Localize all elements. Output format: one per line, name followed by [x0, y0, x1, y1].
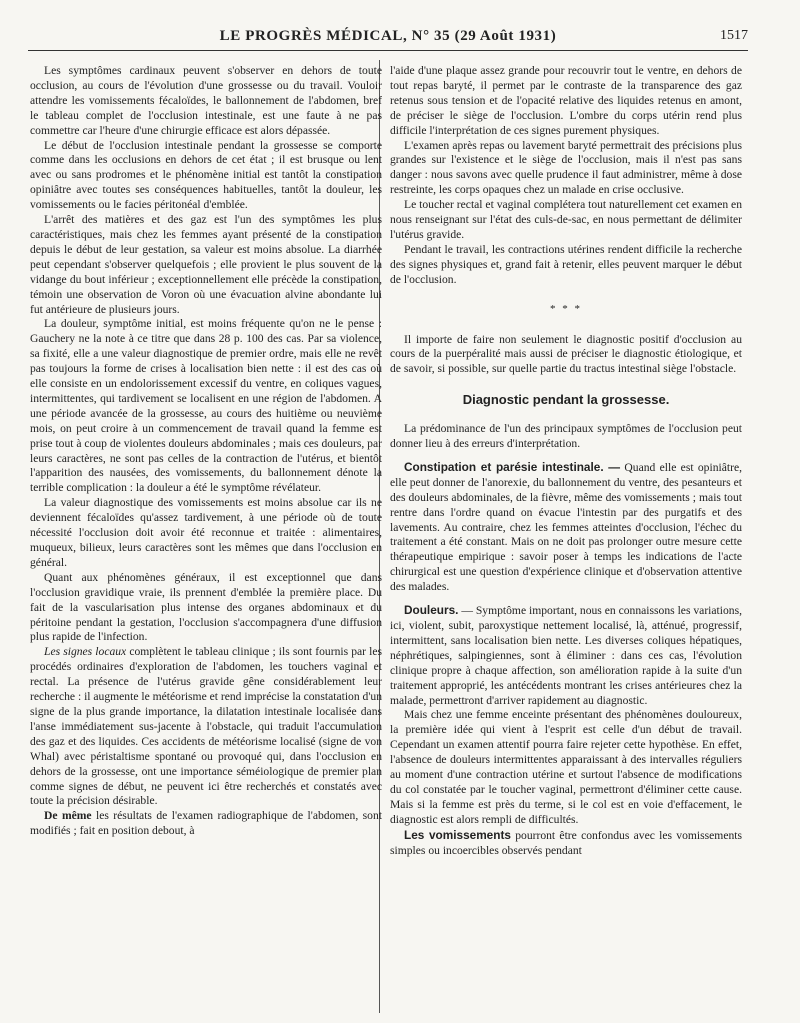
paragraph: La prédominance de l'un des principaux symptômes de l'occlusion peut donner lieu à des erreurs d'interprétation. [390, 422, 742, 451]
paragraph-text: les résultats de l'examen radiographique de l'abdomen, sont modifiés ; fait en position debout, à [30, 809, 382, 838]
page-number: 1517 [720, 28, 748, 43]
paragraph: L'examen après repas ou lavement baryté permettrait des précisions plus grandes sur l'existence et le siège de l'occlusion, mais il n'est pas sans danger : nous savons avec quelle prudence il faut administrer, même à dose restreinte, les corps opaques chez un malade en crise occlusive. [390, 138, 742, 197]
paragraph: Il importe de faire non seulement le diagnostic positif d'occlusion au cours de la puerpéralité mais aussi de préciser le diagnostic étiologique, et de savoir, si possible, sur quelle partie du tractus intestinal siège l'obstacle. [390, 332, 742, 376]
paragraph [390, 828, 742, 859]
left-column [30, 64, 382, 839]
right-column [390, 64, 742, 859]
run-in-heading: Douleurs. [404, 603, 459, 618]
paragraph [390, 603, 742, 708]
paragraph: L'arrêt des matières et des gaz est l'un des symptômes les plus caractéristiques, mais chez les femmes ayant présenté de la constipation depuis le début de leur gestation, sa valeur est moins absolue. La diarrhée peut cependant s'observer quelquefois ; elle provient le plus souvent de la vidange du bout inférieur ; exceptionnellement elle précède la constipation, témoin une observation de Voron où une évacuation alvine abondante lui fut antérieure de plusieurs jours. [30, 213, 382, 316]
paragraph: Mais chez une femme enceinte présentant des phénomènes douloureux, la première idée qui vient à l'esprit est celle d'un début de travail. Cependant un examen attentif pourra faire rejeter cette hypothèse. En effet, l'absence de douleurs intermittentes apparaissant à des intervalles réguliers au moment d'une contraction utérine et surtout l'absence de modifications du col constatée par le toucher vaginal, permettront d'éliminer cette cause. Mais si la femme est près du terme, si le col est en voie d'effacement, le diagnostic est alors rempli de difficultés. [390, 708, 742, 826]
page-header [28, 28, 748, 51]
paragraph [30, 809, 382, 839]
paragraph: Le début de l'occlusion intestinale pendant la grossesse se comporte comme dans les occlusions en dehors de cet état ; il est brusque ou lent avec ou sans prodromes et le phénomène initial est tantôt la constipation opiniâtre avec toutes ses conséquences habituelles, tantôt la douleur, les vomissements ou le facies péritonéal d'emblée. [30, 138, 382, 212]
paragraph: La douleur, symptôme initial, est moins fréquente qu'on ne le pense : Gauchery ne la note à ce titre que dans 28 p. 100 des cas. Par sa violence, sa fixité, elle a une valeur diagnostique de premier ordre, mais elle ne revêt pas toujours la forme de crises à localisation bien nette : il est des cas où elle consiste en un endolorissement excessif du ventre, en coliques vagues, intermittentes, qui tardivement se localisent en une région de l'abdomen. A une période avancée de la grossesse, au cours des huitième ou neuvième mois, on peut croire à un commencement de travail quand la femme est prise tout à coup de violentes douleurs abdominales ; mais ces douleurs, par leurs caractères, ne sont pas celles de la contraction de l'utérus, et bientôt l'apparition des nausées, des vomissements, du ballonnement dénote la terrible complication : la douleur a été le symptôme révélateur. [30, 317, 382, 495]
paragraph-text: Quand elle est opiniâtre, elle peut donner de l'anorexie, du ballonnement du ventre, des pesanteurs et des douleurs abdominales, de la fièvre, même des vomissements ; mais tout rentre dans l'ordre quand on évacue l'intestin par des purgatifs et des lavements. Au contraire, chez les femmes atteintes d'occlusion, l'échec du traitement a été constant. Mais on ne doit pas prolonger outre mesure cette thérapeutique empirique : savoir poser à temps les indications de l'acte chirurgical est une question d'expérience clinique et d'observation attentive des malades. [390, 460, 742, 594]
section-heading: Diagnostic pendant la grossesse. [462, 392, 670, 408]
paragraph: Les symptômes cardinaux peuvent s'observer en dehors de toute occlusion, au cours de l'évolution d'une grossesse ou du travail. Vouloir attendre les vomissements fécaloïdes, le ballonnement de l'abdomen, bref le tableau complet de l'occlusion intestinale, est une faute à ne pas commettre car l'heure d'une chirurgie efficace est alors dépassée. [30, 64, 382, 137]
paragraph-text: — Symptôme important, nous en connaissons les variations, ici, violent, subit, paroxystique nettement localisé, là, atténué, progressif, intermittent, sans localisation bien nette. Les diverses coliques hépatiques, néphrétiques, salpingiennes, sont à éliminer : dans ces cas, l'évolution clinique propre à chaque affection, son amélioration rapide à la suite d'un traitement approprié, les antécédents montrant les crises antérieures chez la malade, permettront d'arriver rapidement au diagnostic. [390, 604, 742, 707]
paragraph: Quant aux phénomènes généraux, il est exceptionnel que dans l'occlusion gravidique vraie, ils prennent d'emblée la première place. Du fait de la vascularisation plus intense des organes abdominaux et du péritoine pendant la gestation, l'occlusion s'accompagnera d'une diffusion plus rapide de l'infection. [30, 570, 382, 644]
bold-lead: De même [44, 809, 92, 823]
run-in-heading: Constipation et parésie intestinale. — [404, 459, 621, 474]
section-separator: * * * [550, 302, 582, 315]
paragraph-text: complètent le tableau clinique ; ils sont fournis par les procédés ordinaires d'exploration de l'abdomen, les touchers vaginal et rectal. La présence de l'utérus gravide gêne considérablement leur recherche : il augmente le météorisme et rend imprécise la constatation d'un signe de la plus grande importance, la dilatation intestinale localisée dans l'anse immédiatement sus-jacente à l'obstacle, qui traduit l'accumulation des gaz et des liquides. Ces accidents de météorisme localisé (signe de von Whal) avec péristaltisme spontané ou provoqué qui, dans l'occlusion en dehors de la grossesse, ont une importance séméiologique de premier plan comme signes de début, ne peuvent ici être recherchés et constatés avec toute la précision désirable. [30, 645, 383, 808]
italic-lead: Les signes locaux [44, 645, 127, 659]
paragraph: l'aide d'une plaque assez grande pour recouvrir tout le ventre, en dehors de tout repas baryté, il permet par le contraste de la transparence des gaz retenus sous tension et de l'opacité relative des liquides retenus en amont, de préciser le siège de l'occlusion. L'ombre du corps utérin rend plus difficile l'interprétation de ces signes purement physiques. [390, 64, 742, 137]
paragraph [30, 645, 382, 809]
journal-title: LE PROGRÈS MÉDICAL, N° 35 (29 Août 1931) [219, 28, 557, 44]
paragraph [390, 460, 742, 595]
paragraph: Le toucher rectal et vaginal complétera tout naturellement cet examen en nous renseignant sur l'état des culs-de-sac, en nous permettant de délimiter l'utérus gravide. [390, 198, 742, 241]
run-in-heading: Les vomissements [404, 827, 511, 842]
paragraph: La valeur diagnostique des vomissements est moins absolue car ils ne deviennent fécaloïdes qu'assez tardivement, à une période où de toute nécessité l'occlusion doit avoir été reconnue et traitée : alimentaires, muqueux, bilieux, leurs caractères sont les mêmes que dans l'occlusion en général. [30, 496, 382, 569]
paragraph-text: pourront être confondus avec les vomissements simples ou incoercibles observés pendant [390, 828, 742, 857]
paragraph: Pendant le travail, les contractions utérines rendent difficile la recherche des signes physiques et, grand fait à retenir, elles peuvent marquer le début de l'occlusion. [390, 242, 742, 286]
